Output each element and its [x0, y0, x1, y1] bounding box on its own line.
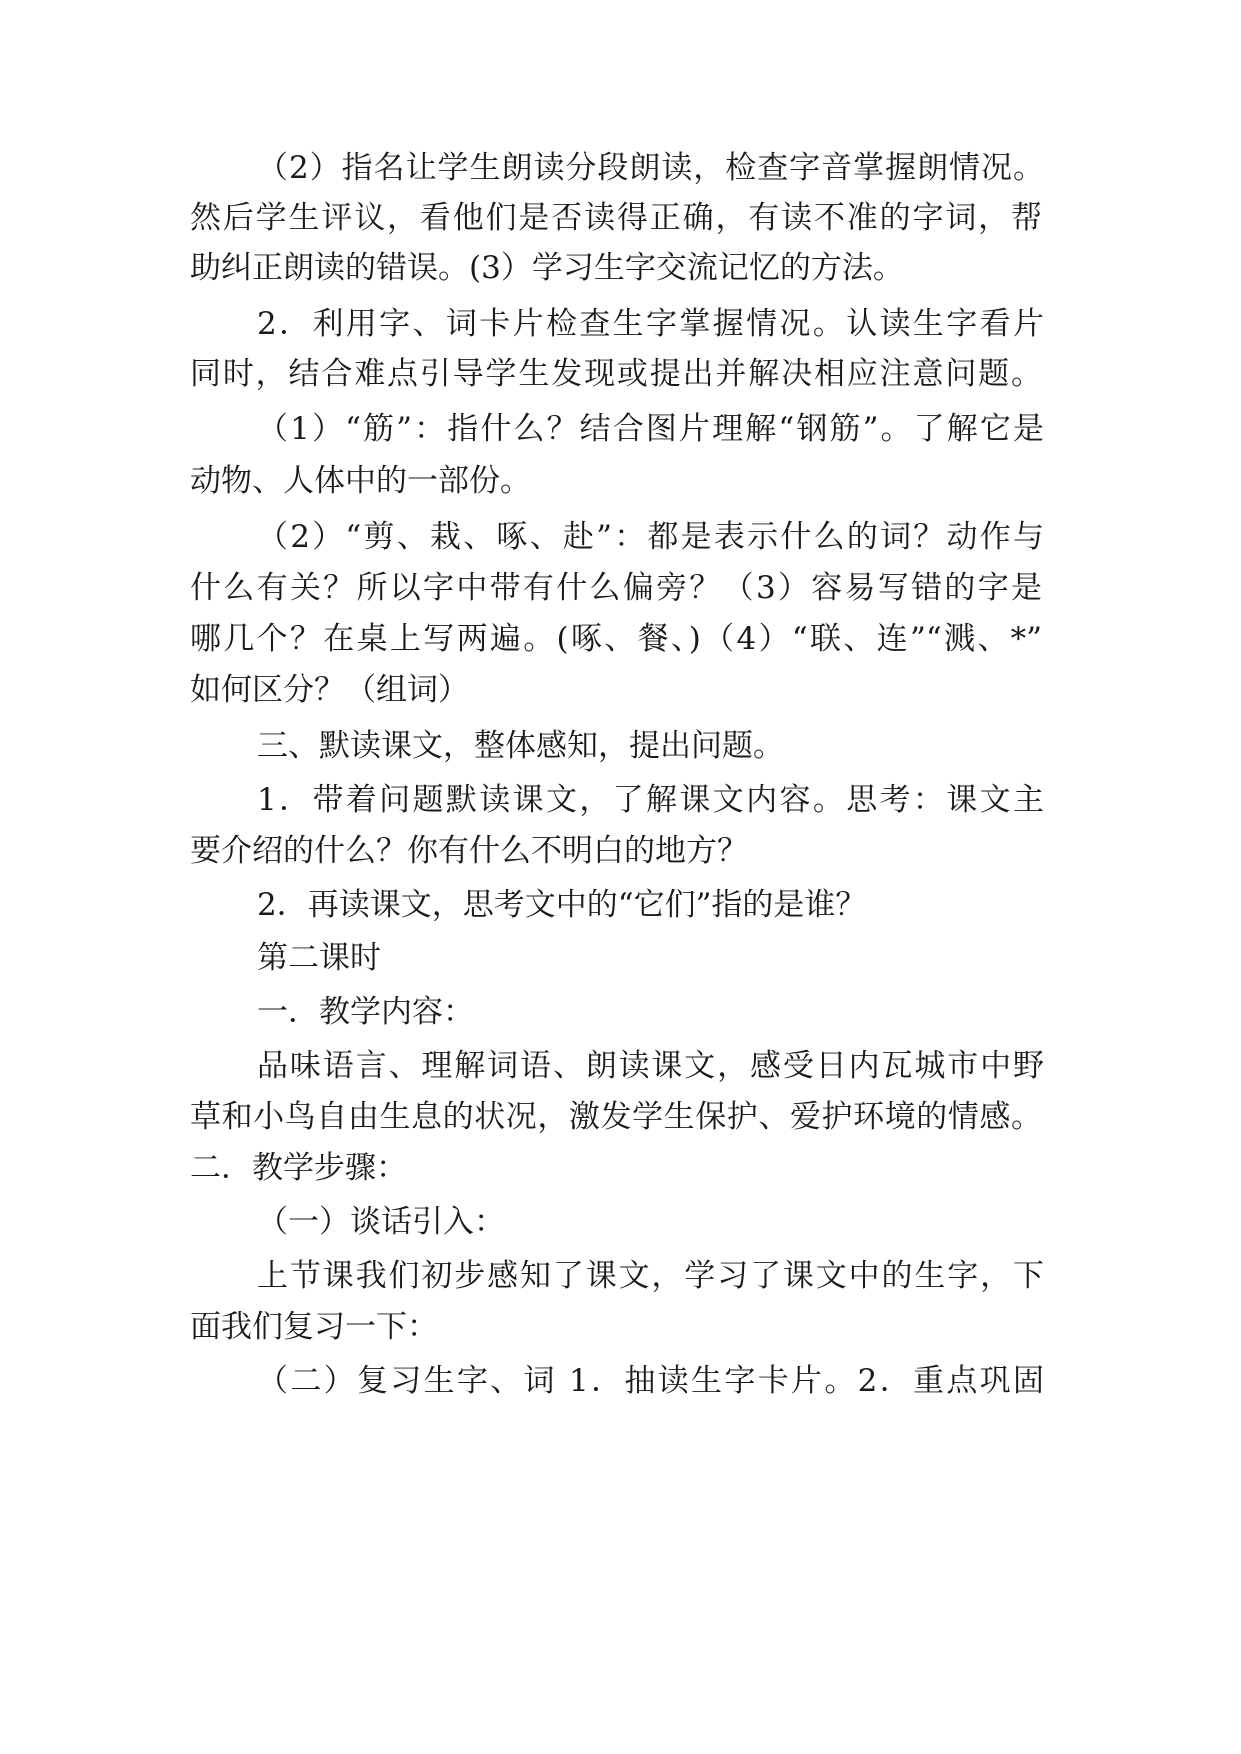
text-line: 同时，结合难点引导学生发现或提出并解决相应注意问题。 — [190, 356, 1042, 392]
text-line: 哪几个？在桌上写两遍。(啄、餐、)（4）“联、连”“溅、*” — [190, 621, 1042, 657]
text-line: 上节课我们初步感知了课文，学习了课文中的生字，下 — [257, 1258, 1044, 1294]
text-line: 如何区分？（组词） — [190, 672, 469, 708]
text-line: 要介绍的什么？你有什么不明白的地方？ — [190, 833, 748, 869]
text-line: 然后学生评议，看他们是否读得正确，有读不准的字词，帮 — [190, 200, 1042, 236]
text-line: 动物、人体中的一部份。 — [190, 463, 531, 499]
text-line: 面我们复习一下： — [190, 1309, 438, 1345]
text-line: 二．教学步骤： — [190, 1150, 407, 1186]
text-line: 三、默读课文，整体感知，提出问题。 — [257, 728, 784, 764]
text-line: 什么有关？所以字中带有什么偏旁？（3）容易写错的字是 — [190, 570, 1042, 606]
text-line: 草和小鸟自由生息的状况，激发学生保护、爱护环境的情感。 — [190, 1099, 1042, 1135]
text-line: 2．利用字、词卡片检查生字掌握情况。认读生字看片 — [257, 306, 1044, 342]
text-line: （二）复习生字、词 1．抽读生字卡片。2．重点巩固 — [257, 1363, 1044, 1399]
text-line: （1）“筋”：指什么？结合图片理解“钢筋”。了解它是 — [257, 411, 1044, 447]
text-line: （2）“剪、栽、啄、赴”：都是表示什么的词？动作与 — [257, 519, 1044, 555]
text-line: 2．再读课文，思考文中的“它们”指的是谁？ — [257, 887, 867, 923]
text-line: 1．带着问题默读课文，了解课文内容。思考：课文主 — [257, 782, 1044, 818]
text-line: （2）指名让学生朗读分段朗读，检查字音掌握朗情况。 — [257, 150, 1044, 186]
text-line: 品味语言、理解词语、朗读课文，感受日内瓦城市中野 — [257, 1048, 1044, 1084]
text-line: 第二课时 — [257, 940, 381, 976]
text-line: （一）谈话引入： — [257, 1204, 505, 1240]
text-line: 一．教学内容： — [257, 994, 474, 1030]
text-line: 助纠正朗读的错误。(3）学习生字交流记忆的方法。 — [190, 250, 904, 286]
